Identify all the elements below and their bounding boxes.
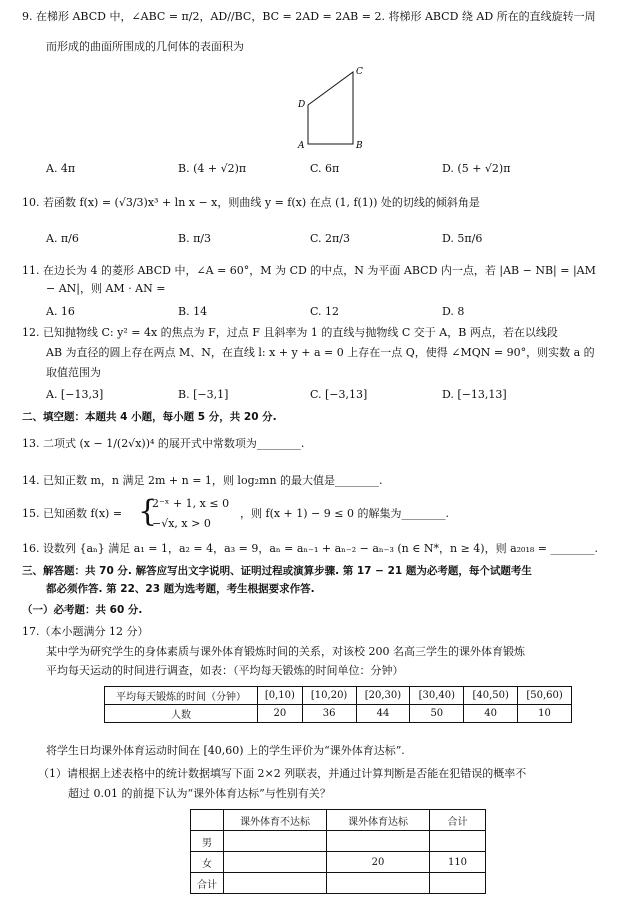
table-cell: 课外体育不达标 [224,810,327,831]
table-cell: [40,50) [464,687,518,705]
q14-line: 14. 已知正数 m，n 满足 2m + n = 1，则 log₂mn 的最大值是________. [22,474,383,487]
q11-line1: 11. 在边长为 4 的菱形 ABCD 中，∠A = 60°，M 为 CD 的中点，N 为平面 ABCD 内一点，若 |AB − NB| = |AM [22,264,596,277]
q9-line1: 9. 在梯形 ABCD 中，∠ABC = π/2，AD//BC，BC = 2AD = 2AB = 2. 将梯形 ABCD 绕 AD 所在的直线旋转一周 [22,10,596,23]
table-row [191,831,486,852]
section-answer-heading-line2: 都必须作答. 第 22、23 题为选考题，考生根据要求作答. [46,583,315,595]
table-cell: 44 [356,705,410,723]
figure-label-a: A [298,141,305,151]
q10-line: 10. 若函数 f(x) = (√3/3)x³ + ln x − x，则曲线 y = f(x) 在点 (1, f(1)) 处的切线的倾斜角是 [22,196,480,209]
table-cell [224,852,327,873]
section-answer-heading-line1: 三、解答题：共 70 分. 解答应写出文字说明、证明过程或演算步骤. 第 17 − 21 题为必考题，每个试题考生 [22,565,532,577]
table-cell: [0,10) [258,687,303,705]
q15-suffix: ，则 f(x + 1) − 9 ≤ 0 的解集为________. [240,507,449,520]
table-cell: 40 [464,705,518,723]
figure-label-b: B [356,141,363,151]
q17-intro2: 平均每天运动的时间进行调查，如表：（平均每天锻炼的时间单位：分钟） [46,664,404,677]
table-cell [191,810,224,831]
q15-brace: { [138,494,158,529]
q17-note: 将学生日均课外体育运动时间在 [40,60) 上的学生评价为“课外体育达标”. [46,744,405,757]
required-questions-heading: （一）必考题：共 60 分. [22,604,143,616]
q9-option-b: B. (4 + √2)π [178,162,247,175]
q12-option-c: C. [−3,13] [310,388,368,401]
q9-option-d: D. (5 + √2)π [442,162,511,175]
table-cell: 男 [191,831,224,852]
table-cell: [10,20) [302,687,356,705]
q10-option-c: C. 2π/3 [310,232,350,245]
q11-option-b: B. 14 [178,305,208,318]
table-cell [327,873,430,894]
table-row [191,852,486,873]
q9-option-a: A. 4π [46,162,76,175]
q11-option-d: D. 8 [442,305,465,318]
q12-option-d: D. [−13,13] [442,388,507,401]
table-cell [224,873,327,894]
q10-option-b: B. π/3 [178,232,212,245]
q16-line: 16. 设数列 {aₙ} 满足 a₁ = 1，a₂ = 4，a₃ = 9，aₙ = aₙ₋₁ + aₙ₋₂ − aₙ₋₃ (n ∈ N*，n ≥ 4)，则 a₂₀₁₈ = ________. [22,542,598,555]
q12-option-b: B. [−3,1] [178,388,229,401]
contingency-table [190,809,486,894]
table-row [191,873,486,894]
q11-option-c: C. 12 [310,305,340,318]
table-row [105,687,572,705]
table-row [105,705,572,723]
table-cell: 平均每天锻炼的时间（分钟） [105,687,258,705]
trapezoid-figure [290,62,380,152]
q11-line2: − AN|，则 AM · AN = [46,282,166,295]
table-cell: 人数 [105,705,258,723]
table-cell: 50 [410,705,464,723]
table-cell [327,831,430,852]
q17-title: 17.（本小题满分 12 分） [22,625,149,638]
q13-line: 13. 二项式 (x − 1/(2√x))⁴ 的展开式中常数项为________. [22,437,305,450]
table-cell: [50,60) [518,687,572,705]
figure-label-d: D [298,100,306,110]
q10-option-a: A. π/6 [46,232,79,245]
section-fill-blank-heading: 二、填空题：本题共 4 小题，每小题 5 分，共 20 分. [22,411,277,423]
table-cell: 合计 [191,873,224,894]
q10-option-d: D. 5π/6 [442,232,483,245]
q17-intro1: 某中学为研究学生的身体素质与课外体育锻炼时间的关系，对该校 200 名高三学生的课外体育锻炼 [46,645,525,658]
table-cell: [20,30) [356,687,410,705]
q15-prefix: 15. 已知函数 f(x) = [22,507,123,520]
q11-option-a: A. 16 [46,305,75,318]
table-cell: [30,40) [410,687,464,705]
q12-option-a: A. [−13,3] [46,388,104,401]
table-cell [224,831,327,852]
q17-part1-line1: （1）请根据上述表格中的统计数据填写下面 2×2 列联表，并通过计算判断是否能在犯错误的概率不 [38,767,527,780]
table-cell: 女 [191,852,224,873]
table-cell: 合计 [430,810,486,831]
table-cell [430,831,486,852]
figure-label-c: C [356,67,363,77]
table-cell: 20 [258,705,303,723]
table-cell: 36 [302,705,356,723]
q12-line2: AB 为直径的圆上存在两点 M、N，在直线 l: x + y + a = 0 上存在一点 Q，使得 ∠MQN = 90°，则实数 a 的 [46,346,595,359]
q15-case1: 2⁻ˣ + 1, x ≤ 0 [152,497,230,510]
table-cell: 110 [430,852,486,873]
q12-line3: 取值范围为 [46,366,101,379]
q9-line2: 而形成的曲面所围成的几何体的表面积为 [46,40,244,53]
exercise-time-table [104,686,572,723]
q9-option-c: C. 6π [310,162,340,175]
table-cell: 10 [518,705,572,723]
table-cell: 课外体育达标 [327,810,430,831]
table-cell: 20 [327,852,430,873]
table-row [191,810,486,831]
q15-case2: −√x, x > 0 [152,517,211,530]
table-cell [430,873,486,894]
q17-part1-line2: 超过 0.01 的前提下认为“课外体育达标”与性别有关？ [68,787,331,800]
q12-line1: 12. 已知抛物线 C: y² = 4x 的焦点为 F，过点 F 且斜率为 1 的直线与抛物线 C 交于 A，B 两点，若在以线段 [22,326,558,339]
